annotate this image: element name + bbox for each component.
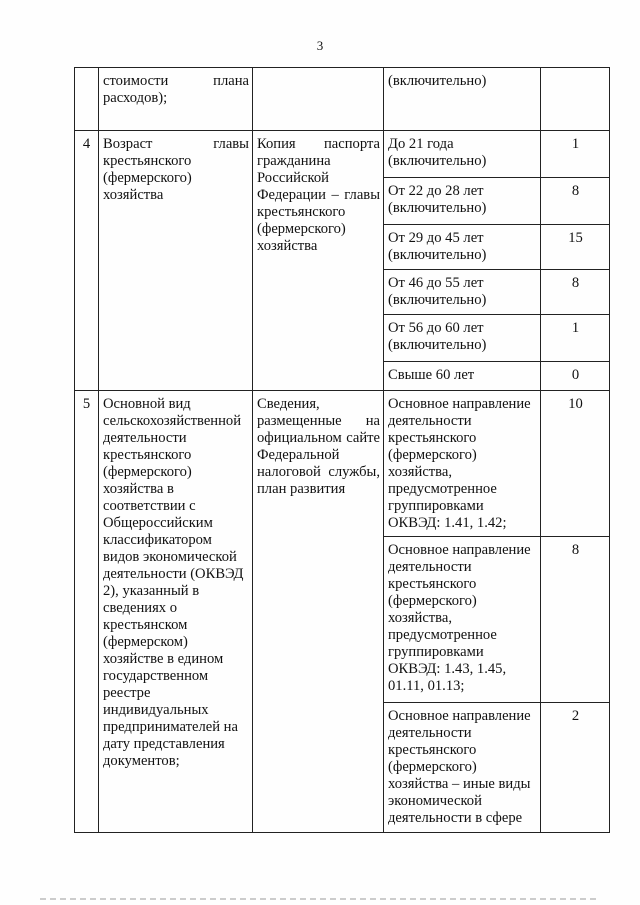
score-cell: 10 <box>541 391 610 537</box>
value-cell: Основное направление деятельности крестьянского (фермерского) хозяйства – иные виды экономической деятельности в сфере <box>384 703 541 833</box>
row-number-cell <box>75 68 99 131</box>
value-cell: От 46 до 55 лет (включительно) <box>384 270 541 315</box>
row-number-cell: 4 <box>75 131 99 391</box>
criterion-text: крестьянского (фермерского) хозяйства <box>103 153 192 203</box>
value-cell: До 21 года (включительно) <box>384 131 541 178</box>
value-cell: Основное направление деятельности крестьянского (фермерского) хозяйства, предусмотренное группировками ОКВЭД: 1.43, 1.45, 01.11, 01.13; <box>384 537 541 703</box>
table-row-4 <box>75 131 610 178</box>
score-cell: 15 <box>541 225 610 270</box>
criterion-text: Возраст главы <box>103 136 249 152</box>
page-number: 3 <box>316 38 324 53</box>
document-cell <box>253 68 384 131</box>
value-cell: Свыше 60 лет <box>384 362 541 391</box>
value-cell: От 22 до 28 лет (включительно) <box>384 178 541 225</box>
value-cell: От 56 до 60 лет (включительно) <box>384 315 541 362</box>
criterion-cell <box>99 68 253 131</box>
criterion-cell <box>99 131 253 391</box>
score-cell: 8 <box>541 270 610 315</box>
document-cell: Копия паспорта гражданина Российской Федерации – главы крестьянского (фермерского) хозяйства <box>253 131 384 391</box>
scan-edge-noise <box>40 898 600 900</box>
score-cell: 1 <box>541 131 610 178</box>
table-row-continuation <box>75 68 610 131</box>
score-cell <box>541 68 610 131</box>
value-cell: Основное направление деятельности крестьянского (фермерского) хозяйства, предусмотренное группировками ОКВЭД: 1.41, 1.42; <box>384 391 541 537</box>
value-cell: От 29 до 45 лет (включительно) <box>384 225 541 270</box>
score-cell: 2 <box>541 703 610 833</box>
criteria-table <box>74 67 610 833</box>
row-number-cell: 5 <box>75 391 99 833</box>
score-cell: 0 <box>541 362 610 391</box>
value-cell: (включительно) <box>384 68 541 131</box>
document-cell: Сведения, размещенные на официальном сайте Федеральной налоговой службы, план развития <box>253 391 384 833</box>
criterion-text: расходов); <box>103 90 168 106</box>
criterion-text: стоимости плана <box>103 73 249 89</box>
criterion-cell: Основной вид сельскохозяйственной деятельности крестьянского (фермерского) хозяйства в соответствии с Общероссийским классификатором видов экономической деятельности (ОКВЭД 2), указанный в сведениях о крестьянском (фермерском) хозяйстве в едином государственном реестре индивидуальных предпринимателей на дату представления документов; <box>99 391 253 833</box>
score-cell: 1 <box>541 315 610 362</box>
score-cell: 8 <box>541 537 610 703</box>
table-row-5 <box>75 391 610 537</box>
score-cell: 8 <box>541 178 610 225</box>
